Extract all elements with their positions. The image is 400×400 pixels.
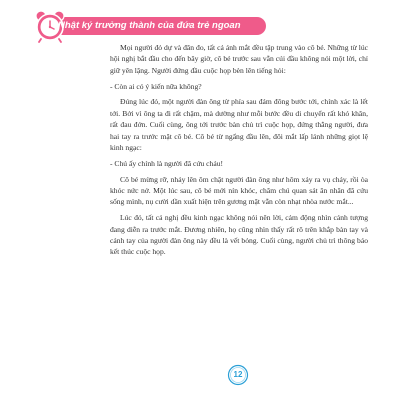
paragraph: Lúc đó, tất cả nghị đều kinh ngạc không nói nên lời, cảm động nhìn cảnh tượng đang diễn ra trước mắt. Đương nhiên, họ cũng nhìn thấy rất rõ trên khắp bàn tay và cánh tay của người đàn ông này đều là vết bỏng. Cuối cùng, người chủ trì thông báo kết thúc cuộc họp. <box>110 213 368 257</box>
paragraph: Đúng lúc đó, một người đàn ông từ phía sau đám đông bước tới, chính xác là lết tới. Bởi vì ông ta đi rất chậm, mà dường như mỗi bước đều di chuyển rất khó khăn, rất đau đớn. Cuối cùng, ông tới trước bàn chủ trì cuộc họp, đứng thẳng người, đưa hai tay ra trước mặt cô bé. Cô bé từ ngẩng đầu lên, đôi mắt lấp lánh những giọt lệ kinh ngạc: <box>110 97 368 153</box>
paragraph: Cô bé mừng rỡ, nhảy lên ôm chặt người đàn ông như hôm xảy ra vụ cháy, rồi òa khóc nức nở. Một lúc sau, cô bé mới nín khóc, chăm chú quan sát ân nhân đã cứu sống mình, nụ cười dần xuất hiện trên gương mặt vẫn còn nhạt nhòa nước mắt... <box>110 174 368 207</box>
header-title: Nhật ký trưởng thành của đứa trẻ ngoan <box>58 20 241 31</box>
paragraph: Mọi người đỏ dự và đăn đo, tất cả ánh mắt đều tập trung vào cô bé. Những từ lúc hội nghị bắt đầu cho đến bây giờ, cô bé trước sau vẫn cúi đầu không nói một lời, chỉ giữ yên lặng. Người đứng đầu cuộc họp bèn lên tiếng hỏi: <box>110 43 368 75</box>
body-text <box>110 42 368 262</box>
dialogue-line: - Chú ấy chính là người đã cứu cháu! <box>110 158 224 168</box>
dialogue-line: - Còn ai có ý kiến nữa không? <box>110 81 202 91</box>
page-number: 12 <box>233 370 243 379</box>
page-number-badge <box>227 364 249 386</box>
